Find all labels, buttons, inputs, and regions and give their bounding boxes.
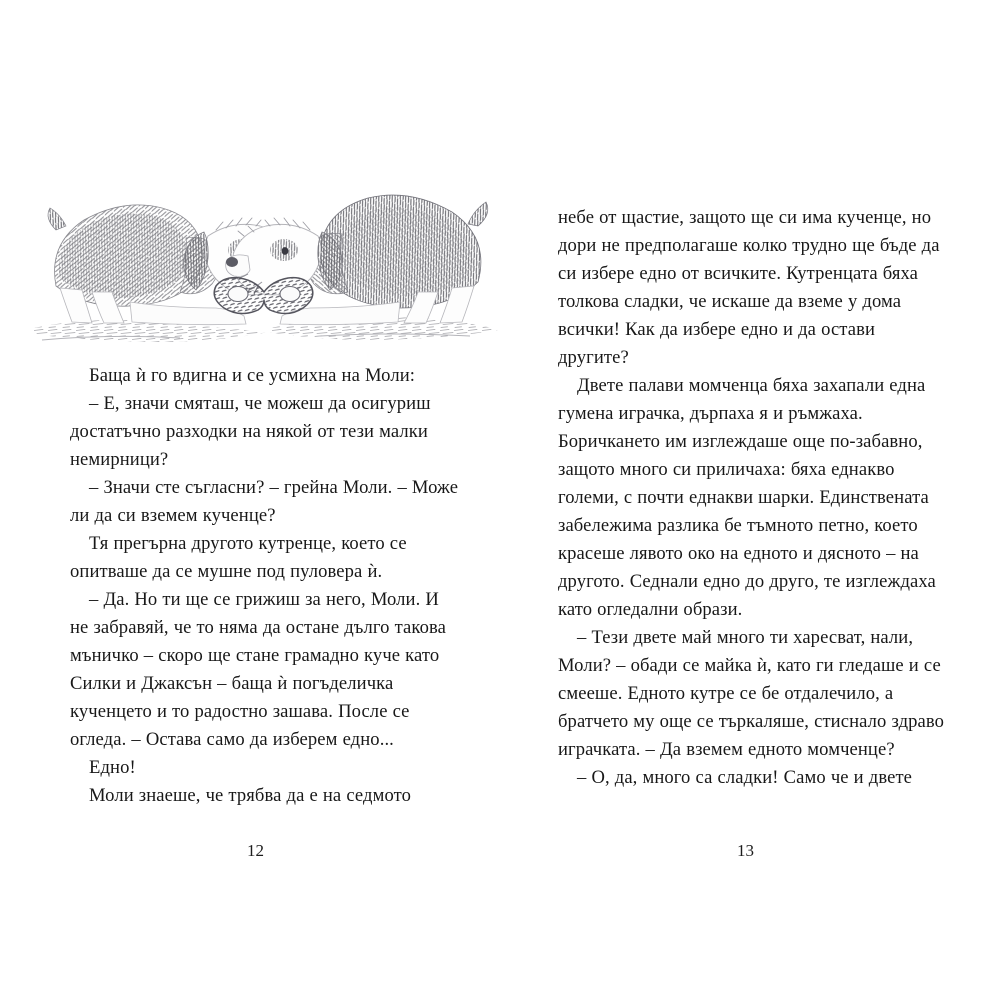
paragraph: Едно! — [89, 757, 136, 778]
two-puppies-tugging-toy-illustration — [20, 182, 508, 354]
page-number-left: 12 — [247, 841, 264, 860]
paragraph: небе от щастие, защото ще си има кученце, но дори не предполагаше колко трудно ще бъде да си избере едно от всичките. Кутренцата бяха толкова сладки, че искаше да вземе у дома всички! Как да избере едно и да остави другите? — [558, 207, 940, 368]
paragraph: – Е, значи смяташ, че можеш да осигуриш достатъчно разходки на някой от тези малки немирници? — [70, 393, 431, 470]
paragraph: Баща ѝ го вдигна и се усмихна на Моли: — [89, 365, 416, 386]
paragraph: – О, да, много са сладки! Само че и двете — [577, 767, 913, 788]
paragraph: – Да. Но ти ще се грижиш за него, Моли. И не забравяй, че то няма да остане дълго такова мъничко – скоро ще стане грамадно куче като Силки и Джаксън – баща ѝ погъделичка кученцето и то радостно зашава. После се огледа. – Остава само да изберем едно... — [70, 589, 446, 750]
page-number-right: 13 — [737, 841, 754, 860]
right-page — [500, 0, 1000, 1000]
left-page-text-column — [70, 362, 462, 810]
paragraph: – Тези двете май много ти харесват, нали, Моли? – обади се майка ѝ, като ги гледаше и се смееше. Едното кутре се бе отдалечило, а братчето му още се търкаляше, стиснало здраво играчката. – Да вземем едното момченце? — [558, 627, 945, 760]
paragraph: Тя прегърна другото кутренце, което се опитваше да се мушне под пуловера ѝ. — [70, 533, 407, 582]
right-page-text-column — [558, 204, 948, 792]
paragraph: Моли знаеше, че трябва да е на седмото — [89, 785, 411, 806]
paragraph: – Значи сте съгласни? – грейна Моли. – Може ли да си вземем кученце? — [70, 477, 459, 526]
paragraph: Двете палави момченца бяха захапали една гумена играчка, дърпаха я и ръмжаха. Боричкането им изглеждаше още по-забавно, защото много си приличаха: бяха еднакво големи, с почти еднакви шарки. Единствената забележима разлика бе тъмното петно, което красеше лявото око на едното и дясното – на другото. Седнали едно до друго, те изглеждаха като огледални образи. — [558, 375, 936, 620]
